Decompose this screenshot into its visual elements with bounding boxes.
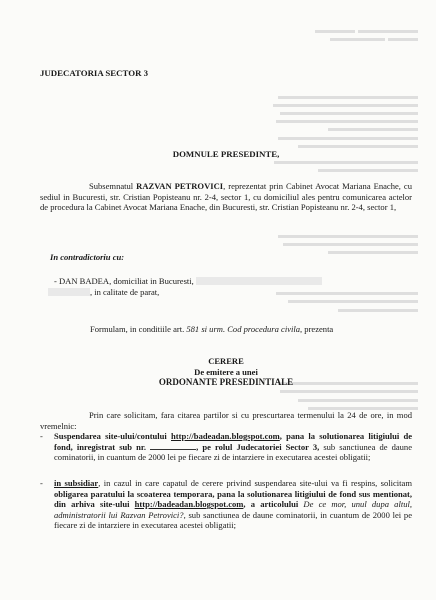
court-heading: JUDECATORIA SECTOR 3: [40, 68, 149, 78]
formulam-text-1: Formulam, in conditiile art.: [90, 324, 187, 334]
salutation-heading: DOMNULE PRESEDINTE,: [172, 149, 280, 159]
cerere-main-title: ORDONANTE PRESEDINTIALE: [158, 377, 294, 388]
blog-link-1[interactable]: http://badeadan.blogspot.com: [171, 431, 280, 441]
suspend-text-3: , pe rolul Judecatoriei Sector 3,: [196, 441, 320, 452]
subsidiar-bold-1: obligarea paratului la scoaterea temporara, pana la solutionarea litigiului de fond sus mentionat, din arhiva site-ului: [54, 488, 412, 510]
cerere-subtitle: De emitere a unei: [194, 366, 258, 377]
cerere-title-block: [40, 356, 412, 388]
petitioner-name: RAZVAN PETROVICI: [136, 181, 224, 191]
case-number-blank: [150, 442, 196, 450]
blog-link-2[interactable]: http://badeadan.blogspot.com: [134, 499, 244, 510]
suspend-text-rest: sub sanctiunea de daune cominatorii, in cuantum de 2000 lei pe fiecare zi de intarziere in executarea acestei obligatii;: [54, 441, 412, 463]
formulam-paragraph: [90, 324, 412, 335]
bullet-dash: -: [40, 478, 43, 488]
formulam-article: 581 si urm. Cod procedura civila: [186, 324, 301, 334]
redacted-address-block: [196, 277, 322, 285]
request-item-subsidiary: [40, 478, 412, 531]
contradictoriu-heading: In contradictoriu cu:: [50, 252, 125, 262]
defendant-text-1: - DAN BADEA, domiciliat in Bucuresti,: [54, 276, 194, 286]
subsidiar-label: in subsidiar: [54, 478, 99, 488]
intro-text-2: , reprezentat prin Cabinet Avocat Mariana Enache, cu sediul in Bucuresti, str. Cristian Popisteanu nr. 2-4, sector 1, cu domiciliul ales pentru comunicarea actelor de procedura la Cabinet Avocat Mariana Enache, din Bucuresti, str. Cristian Popisteanu nr. 2-4, sector 1,: [40, 181, 412, 213]
petitioner-paragraph: [40, 181, 412, 213]
request-item-suspend: [40, 431, 412, 463]
cerere-title: CERERE: [208, 356, 244, 366]
subsidiar-bold-2: , a articolului: [243, 499, 304, 510]
subsidiar-text-1: , in cazul in care capatul de cerere privind suspendarea site-ului va fi respins, solicitam: [98, 478, 412, 488]
defendant-text-2: , in calitate de parat,: [90, 286, 160, 297]
suspend-text-1: Suspendarea site-ului/contului: [54, 431, 172, 441]
redacted-address-block-2: [48, 288, 90, 296]
suspend-text-2: , pana la solutionarea litigiului de fond, inregistrat sub nr.: [54, 431, 412, 452]
subsidiar-text-rest: , sub sanctiunea de daune cominatorii, in cuantum de 2000 lei pe fiecare zi de intarziere in executarea acestei obligatii;: [54, 509, 413, 531]
intro-text-1: Subsemnatul: [89, 181, 137, 191]
article-title: De ce mor, unul dupa altul, administratorii lui Razvan Petrovici?: [54, 499, 412, 520]
request-intro-paragraph: Prin care solicitam, fara citarea partilor si cu prescurtarea termenului la 24 de ore, in mod vremelnic:: [40, 410, 412, 431]
formulam-text-2: , prezenta: [300, 324, 334, 334]
defendant-paragraph: [54, 276, 406, 297]
bullet-dash: -: [40, 431, 43, 441]
